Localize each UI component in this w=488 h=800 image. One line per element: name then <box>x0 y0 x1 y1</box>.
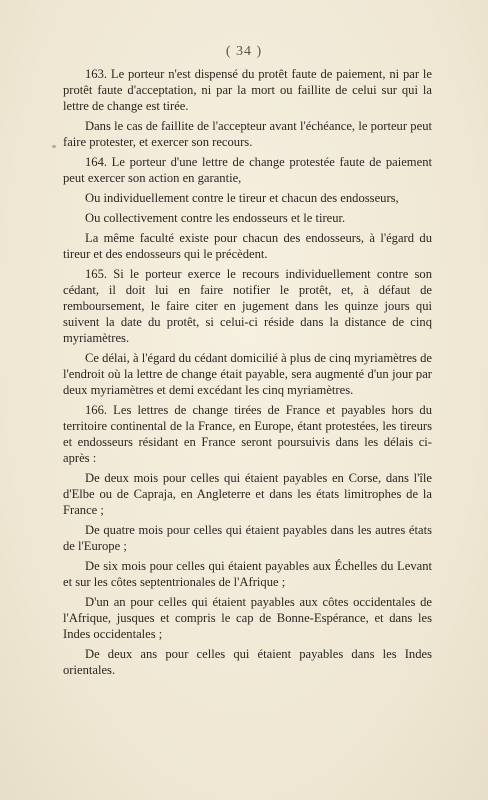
paper-blemish <box>52 145 56 148</box>
paragraph-ce-delai: Ce délai, à l'égard du cédant domicilié à plus de cinq myriamètres de l'endroit où la lettre de change était payable, sera augmenté d'un jour par deux myriamètres et demi excédant les cinq myriamètres. <box>63 351 432 397</box>
paragraph-article-166: 166. Les lettres de change tirées de France et payables hors du territoire continental de la France, en Europe, étant protestées, les tireurs et endosseurs résidant en France seront poursuivis dans les délais ci-après : <box>63 403 432 465</box>
paragraph-quatre-mois: De quatre mois pour celles qui étaient payables dans les autres états de l'Europe ; <box>63 523 432 553</box>
paragraph-deux-mois: De deux mois pour celles qui étaient payables en Corse, dans l'île d'Elbe ou de Capraja, en Angleterre et dans les états limitrophes de la France ; <box>63 471 432 517</box>
paragraph-article-164: 164. Le porteur d'une lettre de change protestée faute de paiement peut exercer son action en garantie, <box>63 155 432 185</box>
paragraph-article-165: 165. Si le porteur exerce le recours individuellement contre son cédant, il doit lui en faire notifier le protêt, et, à défaut de remboursement, le faire citer en jugement dans les quinze jours qui suivent la date du protêt, si celui-ci réside dans la distance de cinq myriamètres. <box>63 267 432 345</box>
paragraph-faillite-accepteur: Dans le cas de faillite de l'accepteur avant l'échéance, le porteur peut faire protester, et exercer son recours. <box>63 119 432 149</box>
paragraph-deux-ans: De deux ans pour celles qui étaient payables dans les Indes orientales. <box>63 647 432 677</box>
paragraph-collectivement: Ou collectivement contre les endosseurs et le tireur. <box>85 211 346 225</box>
paragraph-meme-faculte: La même faculté existe pour chacun des endosseurs, à l'égard du tireur et des endosseurs qui le précèdent. <box>63 231 432 261</box>
page-number: ( 34 ) <box>225 44 263 59</box>
paragraph-article-163: 163. Le porteur n'est dispensé du protêt faute de paiement, ni par le protêt faute d'acceptation, ni par la mort ou faillite de celui sur qui la lettre de change est tirée. <box>63 67 432 113</box>
paragraph-six-mois: De six mois pour celles qui étaient payables aux Échelles du Levant et sur les côtes septentrionales de l'Afrique ; <box>63 559 432 589</box>
paragraph-individuellement: Ou individuellement contre le tireur et chacun des endosseurs, <box>85 191 399 205</box>
paragraph-un-an: D'un an pour celles qui étaient payables aux côtes occidentales de l'Afrique, jusques et compris le cap de Bonne-Espérance, et dans les Indes occidentales ; <box>63 595 432 641</box>
body-text <box>63 66 432 682</box>
